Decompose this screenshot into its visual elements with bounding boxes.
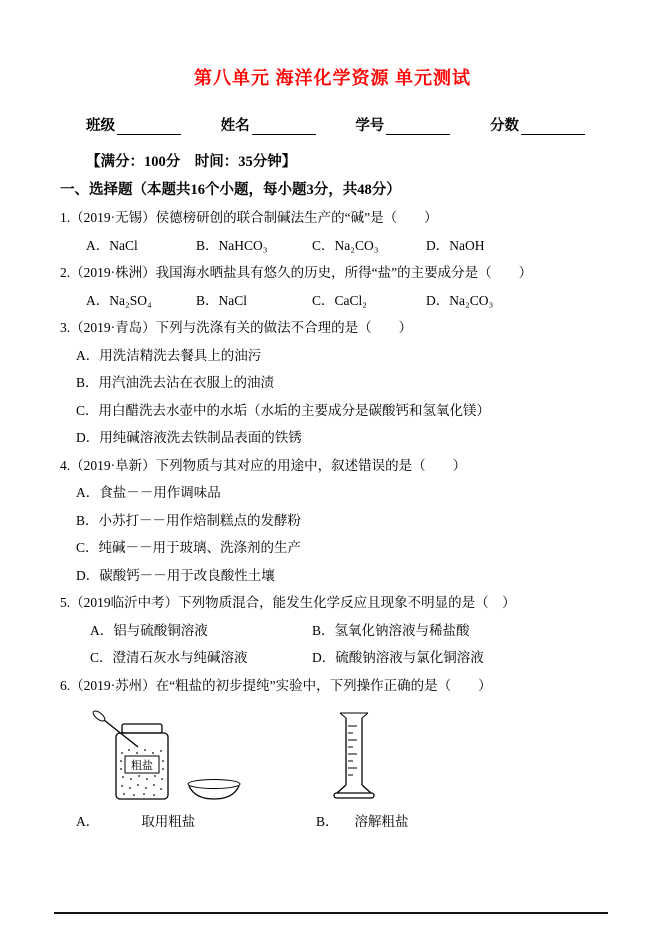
question-2-options — [86, 287, 605, 315]
question-6-figures — [76, 709, 605, 831]
jar-label-text: 粗盐 — [131, 760, 153, 772]
question-4-option-a: A．食盐－－用作调味品 — [76, 485, 221, 500]
question-3-option-b: B．用汽油洗去沾在衣服上的油渍 — [76, 375, 275, 390]
question-4-options — [76, 479, 605, 589]
question-4-option-c: C．纯碱－－用于玻璃、洗涤剂的生产 — [76, 540, 302, 555]
figure-b-caption — [316, 813, 466, 831]
name-field — [221, 114, 316, 135]
class-field — [86, 114, 181, 135]
section-header: 一、选择题（本题共16个小题，每小题3分，共48分） — [60, 182, 401, 198]
question-1-stem: 1.（2019·无锡）侯德榜研创的联合制碱法生产的“碱”是（ ） — [60, 210, 438, 225]
name-label: 姓名 — [220, 118, 250, 134]
question-3-option-c: C．用白醋洗去水壶中的水垢（水垢的主要成分是碳酸钙和氢氧化镁） — [76, 402, 491, 418]
score-field — [490, 114, 585, 135]
name-blank-line — [252, 119, 316, 135]
question-2-option-c: C．CaCl₂ — [312, 292, 367, 308]
student-id-field — [355, 114, 450, 135]
question-4 — [60, 452, 605, 590]
question-1-option-c: C．Na₂CO₃ — [312, 237, 379, 253]
questions-area — [60, 204, 605, 831]
figure-a-caption — [76, 813, 316, 831]
graduated-cylinder-illustration — [326, 709, 382, 805]
question-1-options — [86, 232, 605, 260]
figure-b-letter: B． — [316, 814, 339, 829]
question-5-stem: 5.（2019临沂中考）下列物质混合，能发生化学反应且现象不明显的是（ ） — [60, 595, 516, 610]
page-title: 第八单元 海洋化学资源 单元测试 — [194, 68, 471, 88]
page-bottom-border — [54, 912, 608, 914]
question-3-stem: 3.（2019·青岛）下列与洗涤有关的做法不合理的是（ ） — [60, 320, 413, 335]
question-5-option-b: B．氢氧化钠溶液与稀盐酸 — [312, 622, 470, 638]
question-5 — [60, 589, 605, 672]
class-blank-line — [117, 119, 181, 135]
student-id-label: 学号 — [355, 118, 385, 134]
score-label: 分数 — [489, 118, 519, 134]
question-6-stem: 6.（2019·苏州）在“粗盐的初步提纯”实验中，下列操作正确的是（ ） — [60, 677, 492, 693]
question-4-stem: 4.（2019·阜新）下列物质与其对应的用途中，叙述错误的是（ ） — [60, 457, 467, 473]
question-3-options — [76, 342, 605, 452]
score-blank-line — [521, 119, 585, 135]
figure-option-a — [76, 709, 316, 831]
question-1-option-a: A．NaCl — [86, 237, 138, 253]
question-4-option-d: D．碳酸钙－－用于改良酸性土壤 — [76, 567, 275, 583]
salt-jar-and-dish-illustration — [86, 709, 256, 805]
exam-meta: 【满分：100分 时间：35分钟】 — [86, 154, 297, 170]
question-6 — [60, 672, 605, 832]
question-3 — [60, 314, 605, 452]
question-1-option-b: B．NaHCO₃ — [196, 237, 268, 253]
question-5-option-a: A．铝与硫酸铜溶液 — [90, 622, 208, 638]
question-2 — [60, 259, 605, 314]
student-id-blank-line — [386, 119, 450, 135]
question-5-options — [90, 617, 605, 672]
question-5-option-d: D．硫酸钠溶液与氯化铜溶液 — [312, 650, 484, 665]
question-2-option-a: A．Na₂SO₄ — [86, 292, 152, 308]
class-label: 班级 — [86, 118, 115, 134]
question-2-option-d: D．Na₂CO₃ — [426, 292, 494, 308]
figure-a-letter: A． — [76, 814, 100, 829]
figure-option-b — [316, 709, 466, 831]
figure-b-text: 溶解粗盐 — [354, 814, 409, 829]
question-2-stem: 2.（2019·株洲）我国海水晒盐具有悠久的历史，所得“盐”的主要成分是（ ） — [60, 265, 533, 280]
question-3-option-d: D．用纯碱溶液洗去铁制品表面的铁锈 — [76, 430, 302, 445]
figure-a-text: 取用粗盐 — [141, 814, 196, 829]
question-4-option-b: B．小苏打－－用作焙制糕点的发酵粉 — [76, 512, 302, 528]
question-5-option-c: C．澄清石灰水与纯碱溶液 — [90, 650, 248, 665]
question-2-option-b: B．NaCl — [196, 292, 248, 308]
question-1-option-d: D．NaOH — [426, 237, 485, 253]
student-info-row — [60, 114, 605, 135]
question-1 — [60, 204, 605, 259]
question-3-option-a: A．用洗洁精洗去餐具上的油污 — [76, 347, 262, 363]
